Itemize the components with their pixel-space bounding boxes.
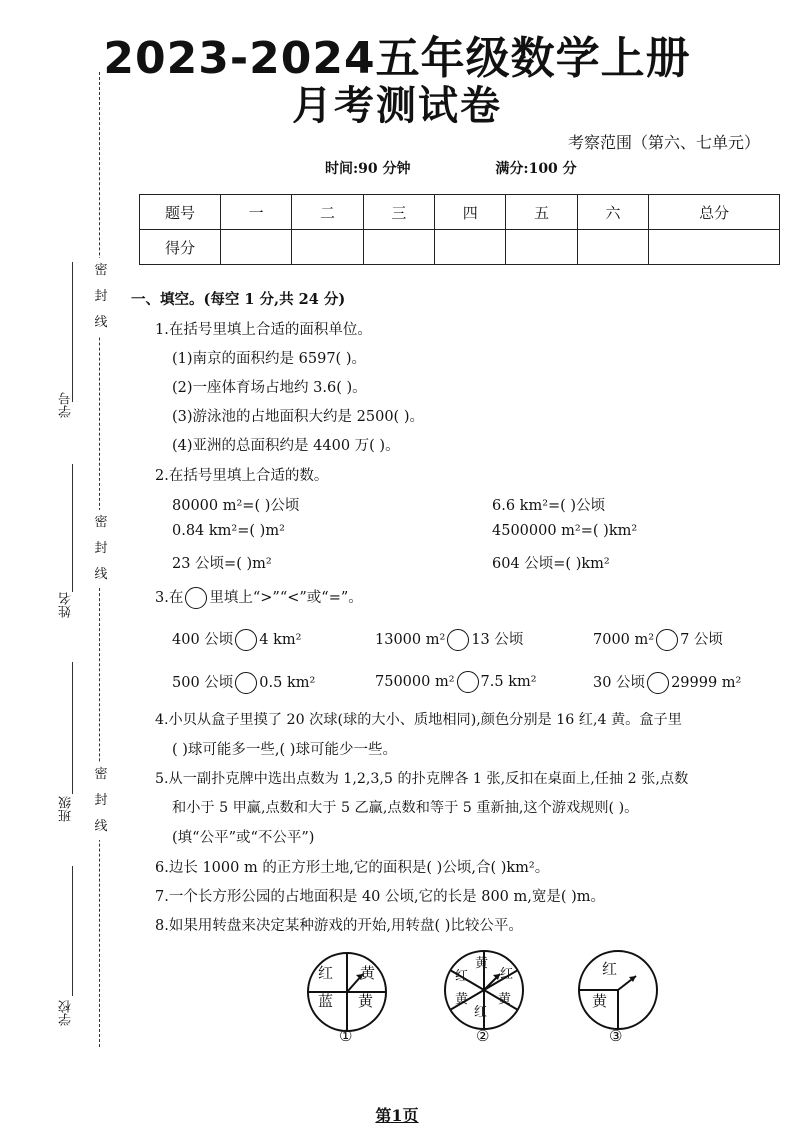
- page-subtitle: 月考测试卷: [292, 83, 502, 129]
- score-header-cell: 五: [506, 195, 577, 230]
- compare-left: 400 公顷: [172, 632, 234, 648]
- question-1-item[interactable]: (1)南京的面积约是 6597( )。: [172, 351, 366, 367]
- label-class: 班级: [59, 796, 74, 822]
- compare-left: 30 公顷: [593, 675, 646, 691]
- compare-circle[interactable]: [656, 629, 678, 651]
- score-header-cell: 三: [363, 195, 434, 230]
- question-3-stem: [155, 586, 363, 609]
- spinner-3-segment: 红: [602, 960, 618, 978]
- compare-circle[interactable]: [235, 672, 257, 694]
- question-1-item[interactable]: (4)亚洲的总面积约是 4400 万( )。: [172, 438, 400, 454]
- compare-circle[interactable]: [457, 671, 479, 693]
- spinner-3-icon: [576, 948, 660, 1032]
- seal-text: [93, 510, 109, 588]
- spinner-2-number: ②: [476, 1027, 490, 1045]
- compare-right: 0.5 km²: [259, 675, 316, 691]
- question-2-item[interactable]: 604 公顷=( )km²: [492, 556, 610, 572]
- score-header-cell: 题号: [140, 195, 221, 230]
- question-8[interactable]: 8.如果用转盘来决定某种游戏的开始,用转盘( )比较公平。: [155, 918, 523, 934]
- compare-item: [375, 628, 523, 651]
- fill-line-name: [72, 464, 73, 592]
- score-header-cell: 四: [435, 195, 506, 230]
- score-cell[interactable]: [292, 230, 363, 265]
- spinner-1-number: ①: [339, 1027, 353, 1045]
- score-table: [139, 194, 780, 265]
- question-3-stem-pre: 3.在: [155, 590, 184, 606]
- question-1-stem: 1.在括号里填上合适的面积单位。: [155, 322, 372, 338]
- seal-char: 密: [94, 263, 108, 278]
- question-2-item[interactable]: 80000 m²=( )公顷: [172, 498, 300, 514]
- compare-right: 7 公顷: [680, 632, 723, 648]
- spinner-3-number: ③: [609, 1027, 623, 1045]
- seal-char: 线: [94, 819, 108, 834]
- score-cell[interactable]: [363, 230, 434, 265]
- section-title: 一、填空。(每空 1 分,共 24 分): [131, 291, 346, 308]
- label-school: 学校: [59, 1000, 74, 1026]
- seal-char: 封: [94, 793, 108, 808]
- seal-char: 封: [94, 541, 108, 556]
- spinner-2-segment: 红: [455, 969, 469, 984]
- question-2-item[interactable]: 6.6 km²=( )公顷: [492, 498, 606, 514]
- spinner-2-segment: 黄: [498, 992, 512, 1007]
- spinner-3-segment: 黄: [592, 992, 608, 1010]
- compare-circle-icon: [185, 587, 207, 609]
- question-2-item[interactable]: 4500000 m²=( )km²: [492, 523, 638, 539]
- score-header-cell: 一: [221, 195, 292, 230]
- compare-left: 7000 m²: [593, 632, 655, 648]
- seal-char: 密: [94, 767, 108, 782]
- question-1-item[interactable]: (2)一座体育场占地约 3.6( )。: [172, 380, 367, 396]
- spinner-1-segment: 红: [318, 964, 334, 982]
- score-header-cell: 二: [292, 195, 363, 230]
- exam-time: 时间:90 分钟: [325, 161, 411, 177]
- compare-item: [172, 628, 301, 651]
- score-cell[interactable]: [649, 230, 780, 265]
- question-4-line1: 4.小贝从盒子里摸了 20 次球(球的大小、质地相同),颜色分别是 16 红,4 黄。盒子里: [155, 712, 682, 728]
- compare-item: [172, 671, 315, 694]
- score-table-score-row: [140, 230, 780, 265]
- question-2-item[interactable]: 0.84 km²=( )m²: [172, 523, 285, 539]
- score-header-cell: 总分: [649, 195, 780, 230]
- compare-left: 500 公顷: [172, 675, 234, 691]
- seal-char: 线: [94, 315, 108, 330]
- compare-item: [593, 671, 741, 694]
- label-name: 姓名: [59, 592, 74, 618]
- seal-char: 封: [94, 289, 108, 304]
- score-cell[interactable]: [577, 230, 648, 265]
- compare-right: 13 公顷: [471, 632, 524, 648]
- question-3-stem-post: 里填上“>”“<”或“=”。: [209, 590, 363, 606]
- exam-scope: 考察范围（第六、七单元）: [567, 133, 760, 152]
- seal-char: 密: [94, 515, 108, 530]
- spinner-1-segment: 黄: [358, 992, 374, 1010]
- score-cell[interactable]: [506, 230, 577, 265]
- compare-circle[interactable]: [647, 672, 669, 694]
- spinner-1-segment: 蓝: [318, 992, 334, 1010]
- question-1-item[interactable]: (3)游泳池的占地面积大约是 2500( )。: [172, 409, 424, 425]
- question-7[interactable]: 7.一个长方形公园的占地面积是 40 公顷,它的长是 800 m,宽是( )m。: [155, 889, 606, 905]
- page-number: 第1页: [375, 1106, 419, 1125]
- spinner-2-segment: 黄: [455, 992, 469, 1007]
- page-title: 2023-2024五年级数学上册: [103, 33, 691, 84]
- question-4-line2[interactable]: ( )球可能多一些,( )球可能少一些。: [172, 742, 397, 758]
- seal-text: [93, 258, 109, 336]
- question-5-line2[interactable]: 和小于 5 甲赢,点数和大于 5 乙赢,点数和等于 5 重新抽,这个游戏规则( )。: [172, 800, 639, 816]
- score-cell[interactable]: [221, 230, 292, 265]
- compare-circle[interactable]: [235, 629, 257, 651]
- question-2-stem: 2.在括号里填上合适的数。: [155, 468, 329, 484]
- compare-right: 7.5 km²: [480, 674, 537, 690]
- fill-line-school: [72, 866, 73, 996]
- spinner-1-segment: 黄: [360, 964, 376, 982]
- score-table-header-row: [140, 195, 780, 230]
- spinner-2-segment: 红: [474, 1005, 488, 1020]
- spinner-2-segment: 黄: [475, 956, 489, 971]
- compare-right: 4 km²: [259, 632, 302, 648]
- fill-line-student-id: [72, 262, 73, 402]
- compare-left: 750000 m²: [375, 674, 455, 690]
- exam-meta: [325, 158, 657, 178]
- question-5-line3: (填“公平”或“不公平”): [172, 830, 315, 846]
- fill-line-class: [72, 662, 73, 794]
- compare-right: 29999 m²: [671, 675, 742, 691]
- question-5-line1: 5.从一副扑克牌中选出点数为 1,2,3,5 的扑克牌各 1 张,反扣在桌面上,任抽 2 张,点数: [155, 771, 689, 787]
- label-student-id: 学号: [59, 392, 74, 418]
- score-cell[interactable]: [435, 230, 506, 265]
- seal-text: [93, 762, 109, 840]
- seal-char: 线: [94, 567, 108, 582]
- spinner-2-segment: 红: [500, 967, 514, 982]
- score-header-cell: 六: [577, 195, 648, 230]
- compare-circle[interactable]: [447, 629, 469, 651]
- score-row-label: 得分: [140, 230, 221, 265]
- question-6[interactable]: 6.边长 1000 m 的正方形土地,它的面积是( )公顷,合( )km²。: [155, 860, 550, 876]
- compare-item: [593, 628, 723, 651]
- exam-full-score: 满分:100 分: [495, 161, 577, 177]
- compare-left: 13000 m²: [375, 632, 446, 648]
- compare-item: [375, 671, 537, 693]
- question-2-item[interactable]: 23 公顷=( )m²: [172, 556, 272, 572]
